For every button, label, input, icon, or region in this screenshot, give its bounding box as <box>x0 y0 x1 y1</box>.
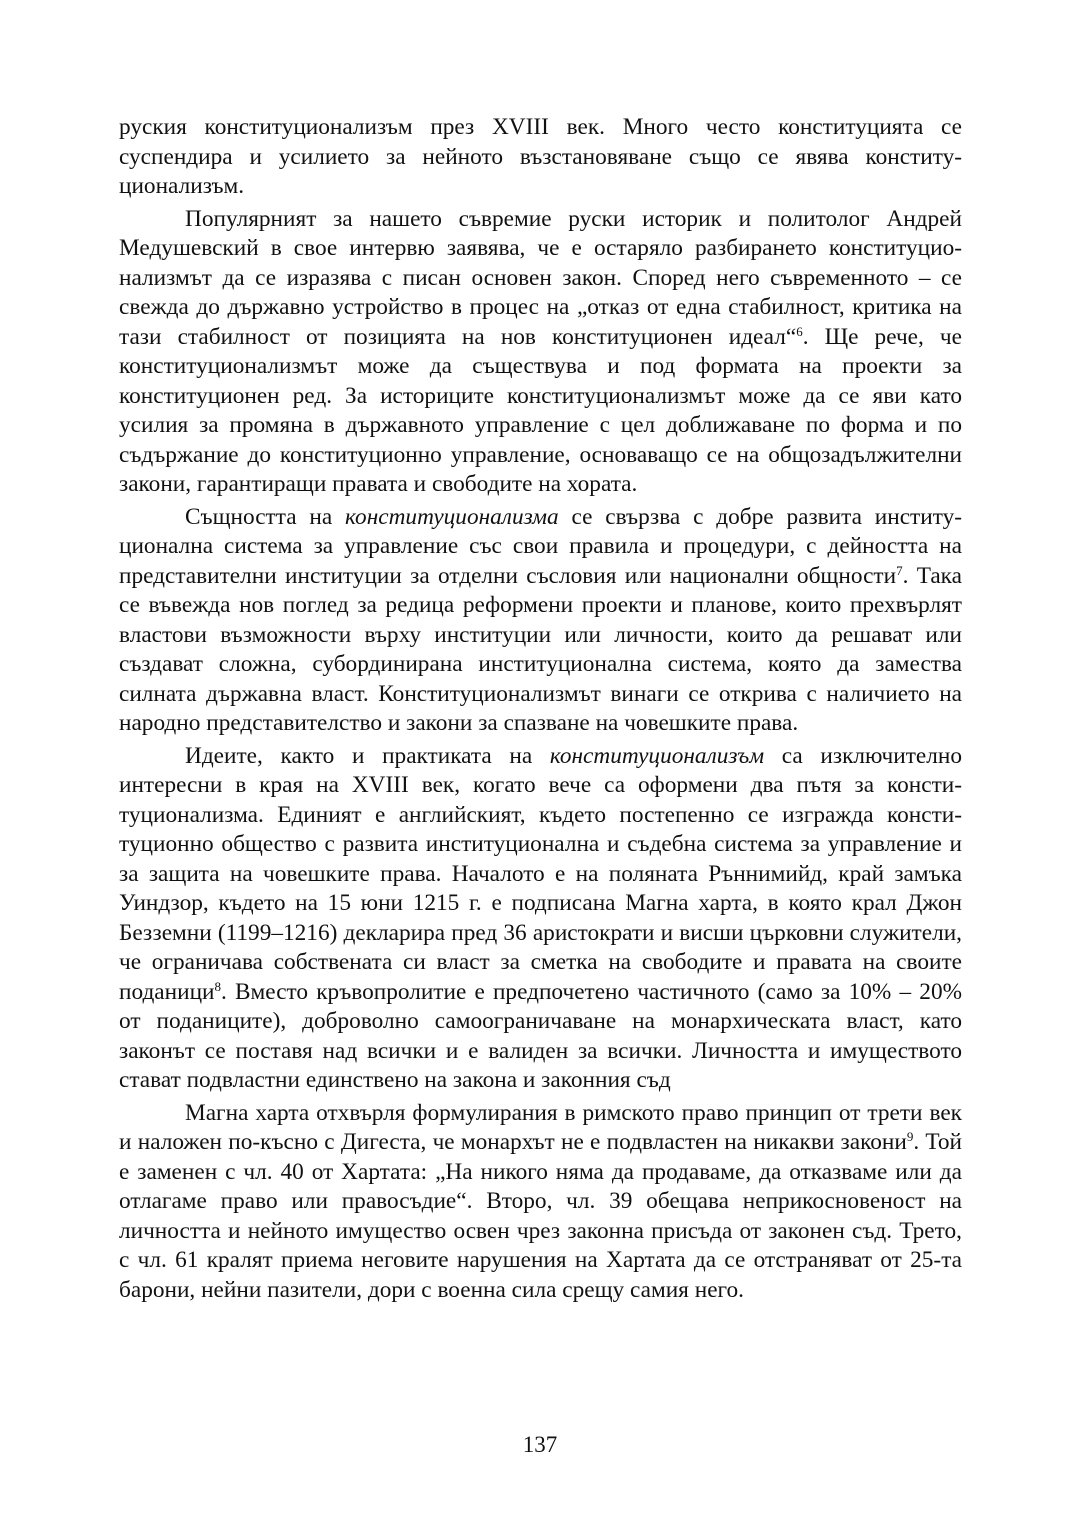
paragraph-text: са изключително интересни в края на XVIII век, когато вече са оформени два пътя за конституционализма. Единият е английският, където постепенно се изгражда конституционно общество с развита институционална и съдебна система за управление и за защита на човешките права. Началото е на поляната Ръннимийд, край замъка Уиндзор, където на 15 юни 1215 г. е подписана Магна харта, в която крал Джон Безземни (1199–1216) декларира пред 36 аристократи и висши църковни служители, че ограничава собствената си власт за сметка на свободите и правата на своите поданици <box>119 742 962 1005</box>
paragraph-text: Идеите, както и практиката на <box>185 742 550 769</box>
paragraph-4 <box>119 742 962 1096</box>
paragraph-text: . Вместо кръвопролитие е предпочетено частичното (само за 10% – 20% от поданиците), доброволно самоограничаване на монархическата власт, като законът се поставя над всички и е валиден за всички. Личността и имуществото стават подвластни единствено на закона и законния съд <box>119 978 962 1093</box>
footnote-ref-7[interactable]: 7 <box>896 562 903 578</box>
paragraph-text: се свързва с добре развита институционална система за управление със свои правила и процедури, с дейността на представителни институции за отделни съсловия или национални общности <box>119 503 962 589</box>
paragraph-5 <box>119 1099 962 1306</box>
paragraph-text: руския конституционализъм през XVIII век. Много често конституцията се суспендира и усилието за нейното възстановяване също се явява конституционализъм. <box>119 114 962 199</box>
paragraph-text: . Ще рече, че конституционализмът може да съществува и под формата на проекти за конституционен ред. За историците конституционализмът може да се яви като усилия за промяна в държавното управление с цел доближаване по форма и по съдържание до конституционно управление, основаващо се на общозадължителни закони, гарантиращи правата и свободите на хората. <box>119 323 962 497</box>
paragraph-text: Популярният за нашето съвремие руски историк и политолог Андрей Медушевский в свое интервю заявява, че е остаряло разбирането конституционализмът да се изразява с писан основен закон. Според него съвременното – се свежда до държавно устройство в процес на „отказ от една стабилност, критика на тази стабилност от позицията на нов конституционен идеал“ <box>119 205 962 350</box>
page-body <box>119 113 962 1305</box>
italic-term: конституционализъм <box>549 742 765 769</box>
page-number: 137 <box>522 1432 558 1457</box>
paragraph-3 <box>119 503 962 739</box>
footnote-ref-8[interactable]: 8 <box>214 978 222 994</box>
italic-term: конституционализма <box>345 503 559 530</box>
paragraph-text: . Той е заменен с чл. 40 от Хартата: „На никого няма да продаваме, да отказваме или да отлагаме право или правосъдие“. Второ, чл. 39 обещава неприкосновеност на личността и нейното имущество освен чрез законна присъда от законен съд. Трето, с чл. 61 кралят приема неговите нарушения на Хартата да се отстраняват от 25-та барони, нейни пазители, дори с военна сила срещу самия него. <box>119 1129 962 1303</box>
paragraph-text: Същността на <box>185 503 346 530</box>
paragraph-text: . Така се въвежда нов поглед за редица реформени проекти и планове, които прехвърлят властови възможности върху институции или личности, които да решават или създават сложна, субординирана институционална система, която да замества силната държавна власт. Конституционализмът винаги се открива с наличието на народно представителство и закони за спазване на човешките права. <box>119 562 962 736</box>
paragraph-2 <box>119 205 962 500</box>
paragraph-text: Магна харта отхвърля формулирания в римското право принцип от трети век и наложен по-късно с Дигеста, че монархът не е подвластен на никакви закони <box>119 1099 962 1155</box>
footnote-ref-6[interactable]: 6 <box>796 323 803 339</box>
footnote-ref-9[interactable]: 9 <box>906 1129 914 1144</box>
paragraph-1-continuation <box>119 113 962 202</box>
